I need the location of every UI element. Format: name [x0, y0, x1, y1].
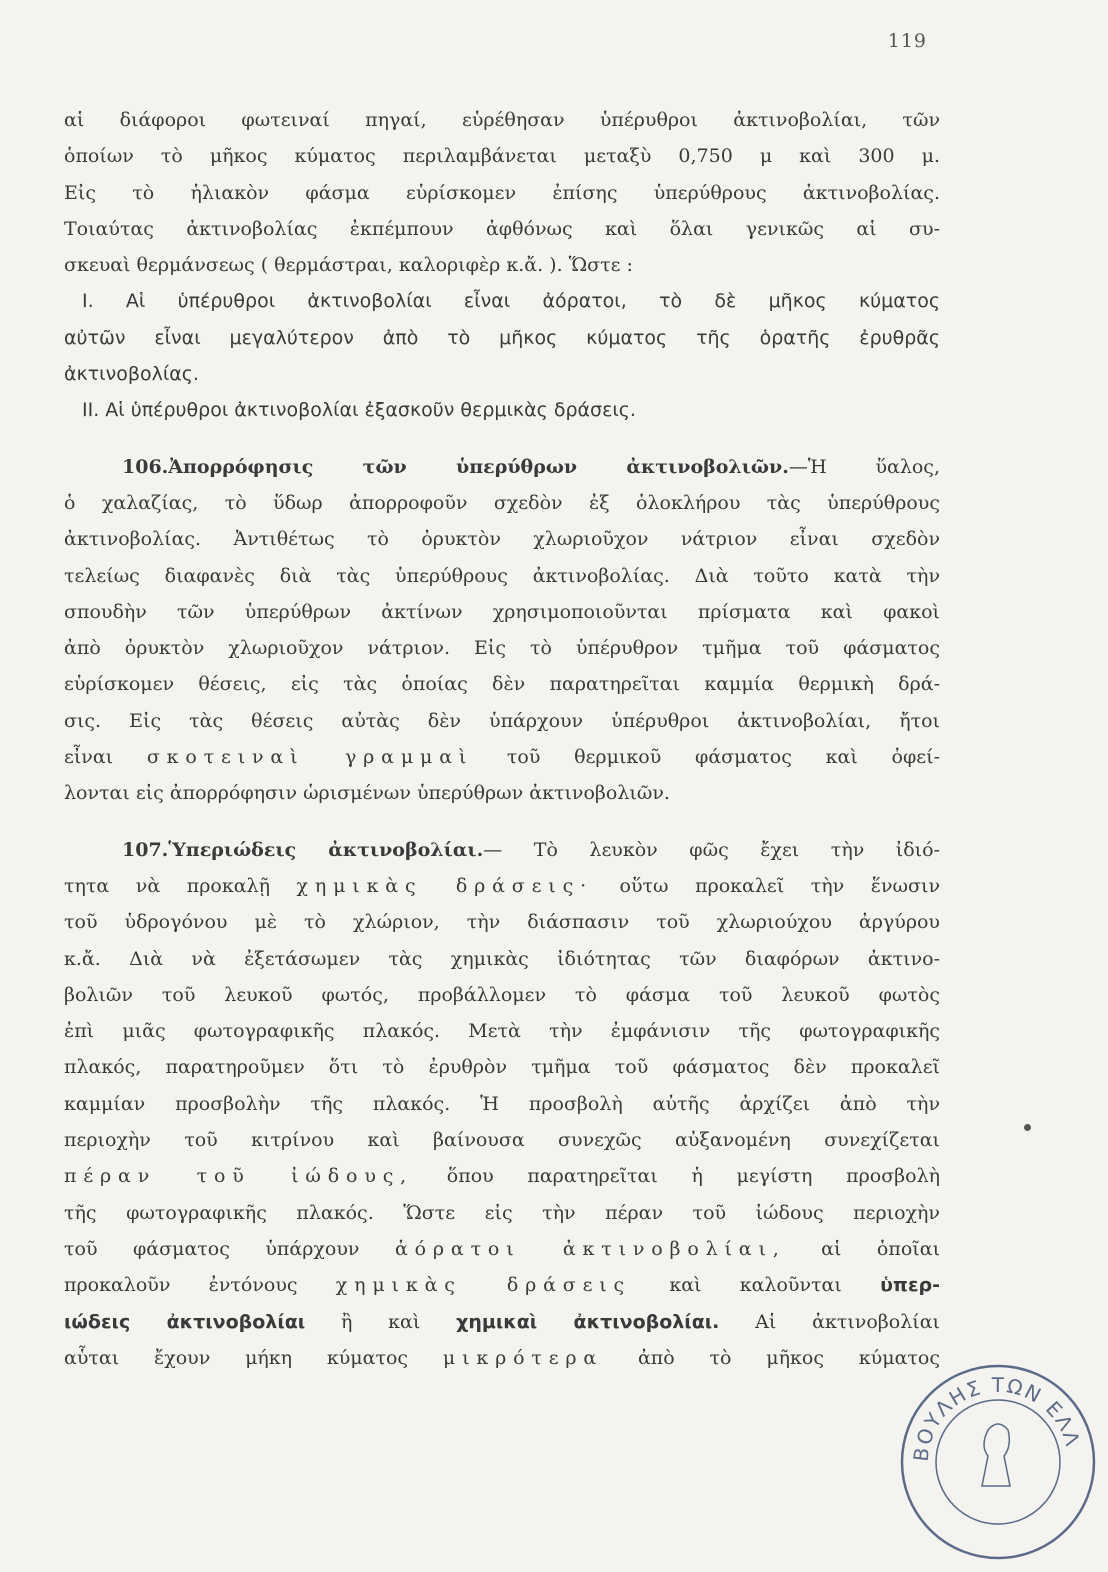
text-line [64, 868, 940, 904]
text-line: εὑρίσκομεν θέσεις, εἰς τὰς ὁποίας δὲν παρατηρεῖται καμμία θερμικὴ δρά- [64, 673, 940, 696]
spaced-emphasis: πέραν τοῦ ἰώδους, [64, 1165, 414, 1188]
bold-term: ὑπερ- [880, 1274, 941, 1297]
text-span: εἶναι [64, 746, 114, 769]
text-line: καμμίαν προσβολὴν τῆς πλακός. Ἡ προσβολὴ αὐτῆς ἀρχίζει ἀπὸ τὴν [64, 1092, 940, 1115]
text-line: τῆς φωτογραφικῆς πλακός. Ὥστε εἰς τὴν πέραν τοῦ ἰώδους περιοχὴν [64, 1201, 940, 1224]
text-line: τοῦ ὑδρογόνου μὲ τὸ χλώριον, τὴν διάσπασιν τοῦ χλωριούχου ἀργύρου [64, 911, 940, 934]
text-line [64, 1340, 940, 1376]
text-line: σκευαὶ θερμάνσεως ( θερμάστραι, καλοριφὲρ κ.ἄ. ). Ὥστε : [64, 254, 633, 277]
text-span: καὶ καλοῦνται [669, 1274, 842, 1297]
text-line: ἀπὸ ὀρυκτὸν χλωριοῦχον νάτριον. Εἰς τὸ ὑπέρυθρον τμῆμα τοῦ φάσματος [64, 637, 940, 660]
text-line: ἐπὶ μιᾶς φωτογραφικῆς πλακός. Μετὰ τὴν ἐμφάνισιν τῆς φωτογραφικῆς [64, 1020, 940, 1043]
text-line [64, 1267, 940, 1303]
section-number: 106. [122, 455, 169, 478]
text-line: σις. Εἰς τὰς θέσεις αὐτὰς δὲν ὑπάρχουν ὑπέρυθροι ἀκτινοβολίαι, ἤτοι [64, 709, 940, 732]
text-line: ὁποίων τὸ μῆκος κύματος περιλαμβάνεται μεταξὺ 0,750 μ καὶ 300 μ. [64, 145, 940, 168]
text-line [64, 1304, 940, 1340]
stamp-text: ΒΟΥΛΗΣ ΤΩΝ ΕΛΛ [908, 1372, 1086, 1463]
spaced-emphasis: σκοτειναὶ γραμμαὶ [146, 746, 474, 769]
text-span: αὗται ἔχουν μήκη κύματος [64, 1346, 409, 1369]
text-span: ἀπὸ τὸ μῆκος κύματος [637, 1346, 940, 1369]
text-line: ἀκτινοβολίας. Ἀντιθέτως τὸ ὀρυκτὸν χλωριοῦχον νάτριον εἶναι σχεδὸν [64, 528, 940, 551]
spaced-emphasis: ἀόρατοι ἀκτινοβολίαι, [394, 1237, 786, 1260]
text-span: ὅπου παρατηρεῖται ἡ μεγίστη προσβολὴ [446, 1165, 941, 1188]
text-line: Τοιαύτας ἀκτινοβολίας ἐκπέμπουν ἀφθόνως καὶ ὅλαι γενικῶς αἱ συ- [64, 217, 940, 240]
text-line: Εἰς τὸ ἡλιακὸν φάσμα εὑρίσκομεν ἐπίσης ὑπερύθρους ἀκτινοβολίας. [64, 181, 940, 204]
text-span: προκαλοῦν ἐντόνους [64, 1274, 298, 1297]
section-number: 107. [122, 838, 169, 861]
text-span: οὕτω προκαλεῖ τὴν ἕνωσιν [619, 874, 940, 897]
text-line [64, 1158, 940, 1194]
section-title: Ὑπεριώδεις ἀκτινοβολίαι. [168, 838, 484, 861]
page-number: 119 [887, 30, 927, 52]
text-span: τοῦ φάσματος ὑπάρχουν [64, 1237, 360, 1260]
text-line: ἀκτινοβολίας. [64, 363, 199, 386]
spaced-emphasis: μικρότερα [442, 1346, 604, 1369]
text-span: ἢ καὶ [340, 1310, 421, 1333]
text-line: λονται εἰς ἀπορρόφησιν ὡρισμένων ὑπερύθρων ἀκτινοβολιῶν. [64, 782, 670, 805]
text-span: αἱ ὁποῖαι [821, 1237, 941, 1260]
text-line: αὐτῶν εἶναι μεγαλύτερον ἀπὸ τὸ μῆκος κύματος τῆς ὁρατῆς ἐρυθρᾶς [64, 326, 940, 349]
text-line: κ.ἄ. Διὰ νὰ ἐξετάσωμεν τὰς χημικὰς ἰδιότητας τῶν διαφόρων ἀκτινο- [64, 947, 940, 970]
section-106-heading-line [64, 449, 940, 485]
page-body [64, 102, 940, 1376]
text-line: σπουδὴν τῶν ὑπερύθρων ἀκτίνων χρησιμοποιοῦνται πρίσματα καὶ φακοὶ [64, 600, 940, 623]
spaced-emphasis: χημικὰς δράσεις· [296, 874, 593, 897]
ink-dot [1024, 1124, 1031, 1131]
bold-term: ιώδεις ἀκτινοβολίαι [64, 1310, 306, 1333]
text-span: τητα νὰ προκαλῇ [64, 874, 270, 897]
text-span: —Ἡ ὕαλος, [788, 455, 940, 478]
conclusion-item-1: Ι. Αἱ ὑπέρυθροι ἀκτινοβολίαι εἶναι ἀόρατοι, τὸ δὲ μῆκος κύματος [82, 290, 940, 313]
text-line: ὁ χαλαζίας, τὸ ὕδωρ ἀπορροφοῦν σχεδὸν ἐξ ὁλοκλήρου τὰς ὑπερύθρους [64, 491, 940, 514]
section-title: Ἀπορρόφησις τῶν ὑπερύθρων ἀκτινοβολιῶν. [168, 455, 789, 478]
text-line: τελείως διαφανὲς διὰ τὰς ὑπερύθρους ἀκτινοβολίας. Διὰ τοῦτο κατὰ τὴν [64, 564, 940, 587]
section-107-heading-line [64, 832, 940, 868]
text-span: — Τὸ λευκὸν φῶς ἔχει τὴν ἰδιό- [483, 838, 940, 861]
text-line: περιοχὴν τοῦ κιτρίνου καὶ βαίνουσα συνεχῶς αὐξανομένη συνεχίζεται [64, 1129, 940, 1152]
text-line [64, 1231, 940, 1267]
text-line: βολιῶν τοῦ λευκοῦ φωτός, προβάλλομεν τὸ φάσμα τοῦ λευκοῦ φωτὸς [64, 983, 940, 1006]
spaced-emphasis: χημικὰς δράσεις [335, 1274, 632, 1297]
conclusion-item-2: ΙΙ. Αἱ ὑπέρυθροι ἀκτινοβολίαι ἐξασκοῦν θερμικὰς δράσεις. [82, 399, 636, 422]
bold-term: χημικαὶ ἀκτινοβολίαι. [456, 1310, 720, 1333]
text-line [64, 739, 940, 775]
text-span: Αἱ ἀκτινοβολίαι [755, 1310, 940, 1333]
library-stamp [888, 1352, 1108, 1572]
text-line: αἱ διάφοροι φωτειναί πηγαί, εὑρέθησαν ὑπέρυθροι ἀκτινοβολίαι, τῶν [64, 109, 940, 131]
text-span: τοῦ θερμικοῦ φάσματος καὶ ὀφεί- [506, 746, 940, 769]
text-line: πλακός, παρατηροῦμεν ὅτι τὸ ἐρυθρὸν τμῆμα τοῦ φάσματος δὲν προκαλεῖ [64, 1056, 940, 1079]
